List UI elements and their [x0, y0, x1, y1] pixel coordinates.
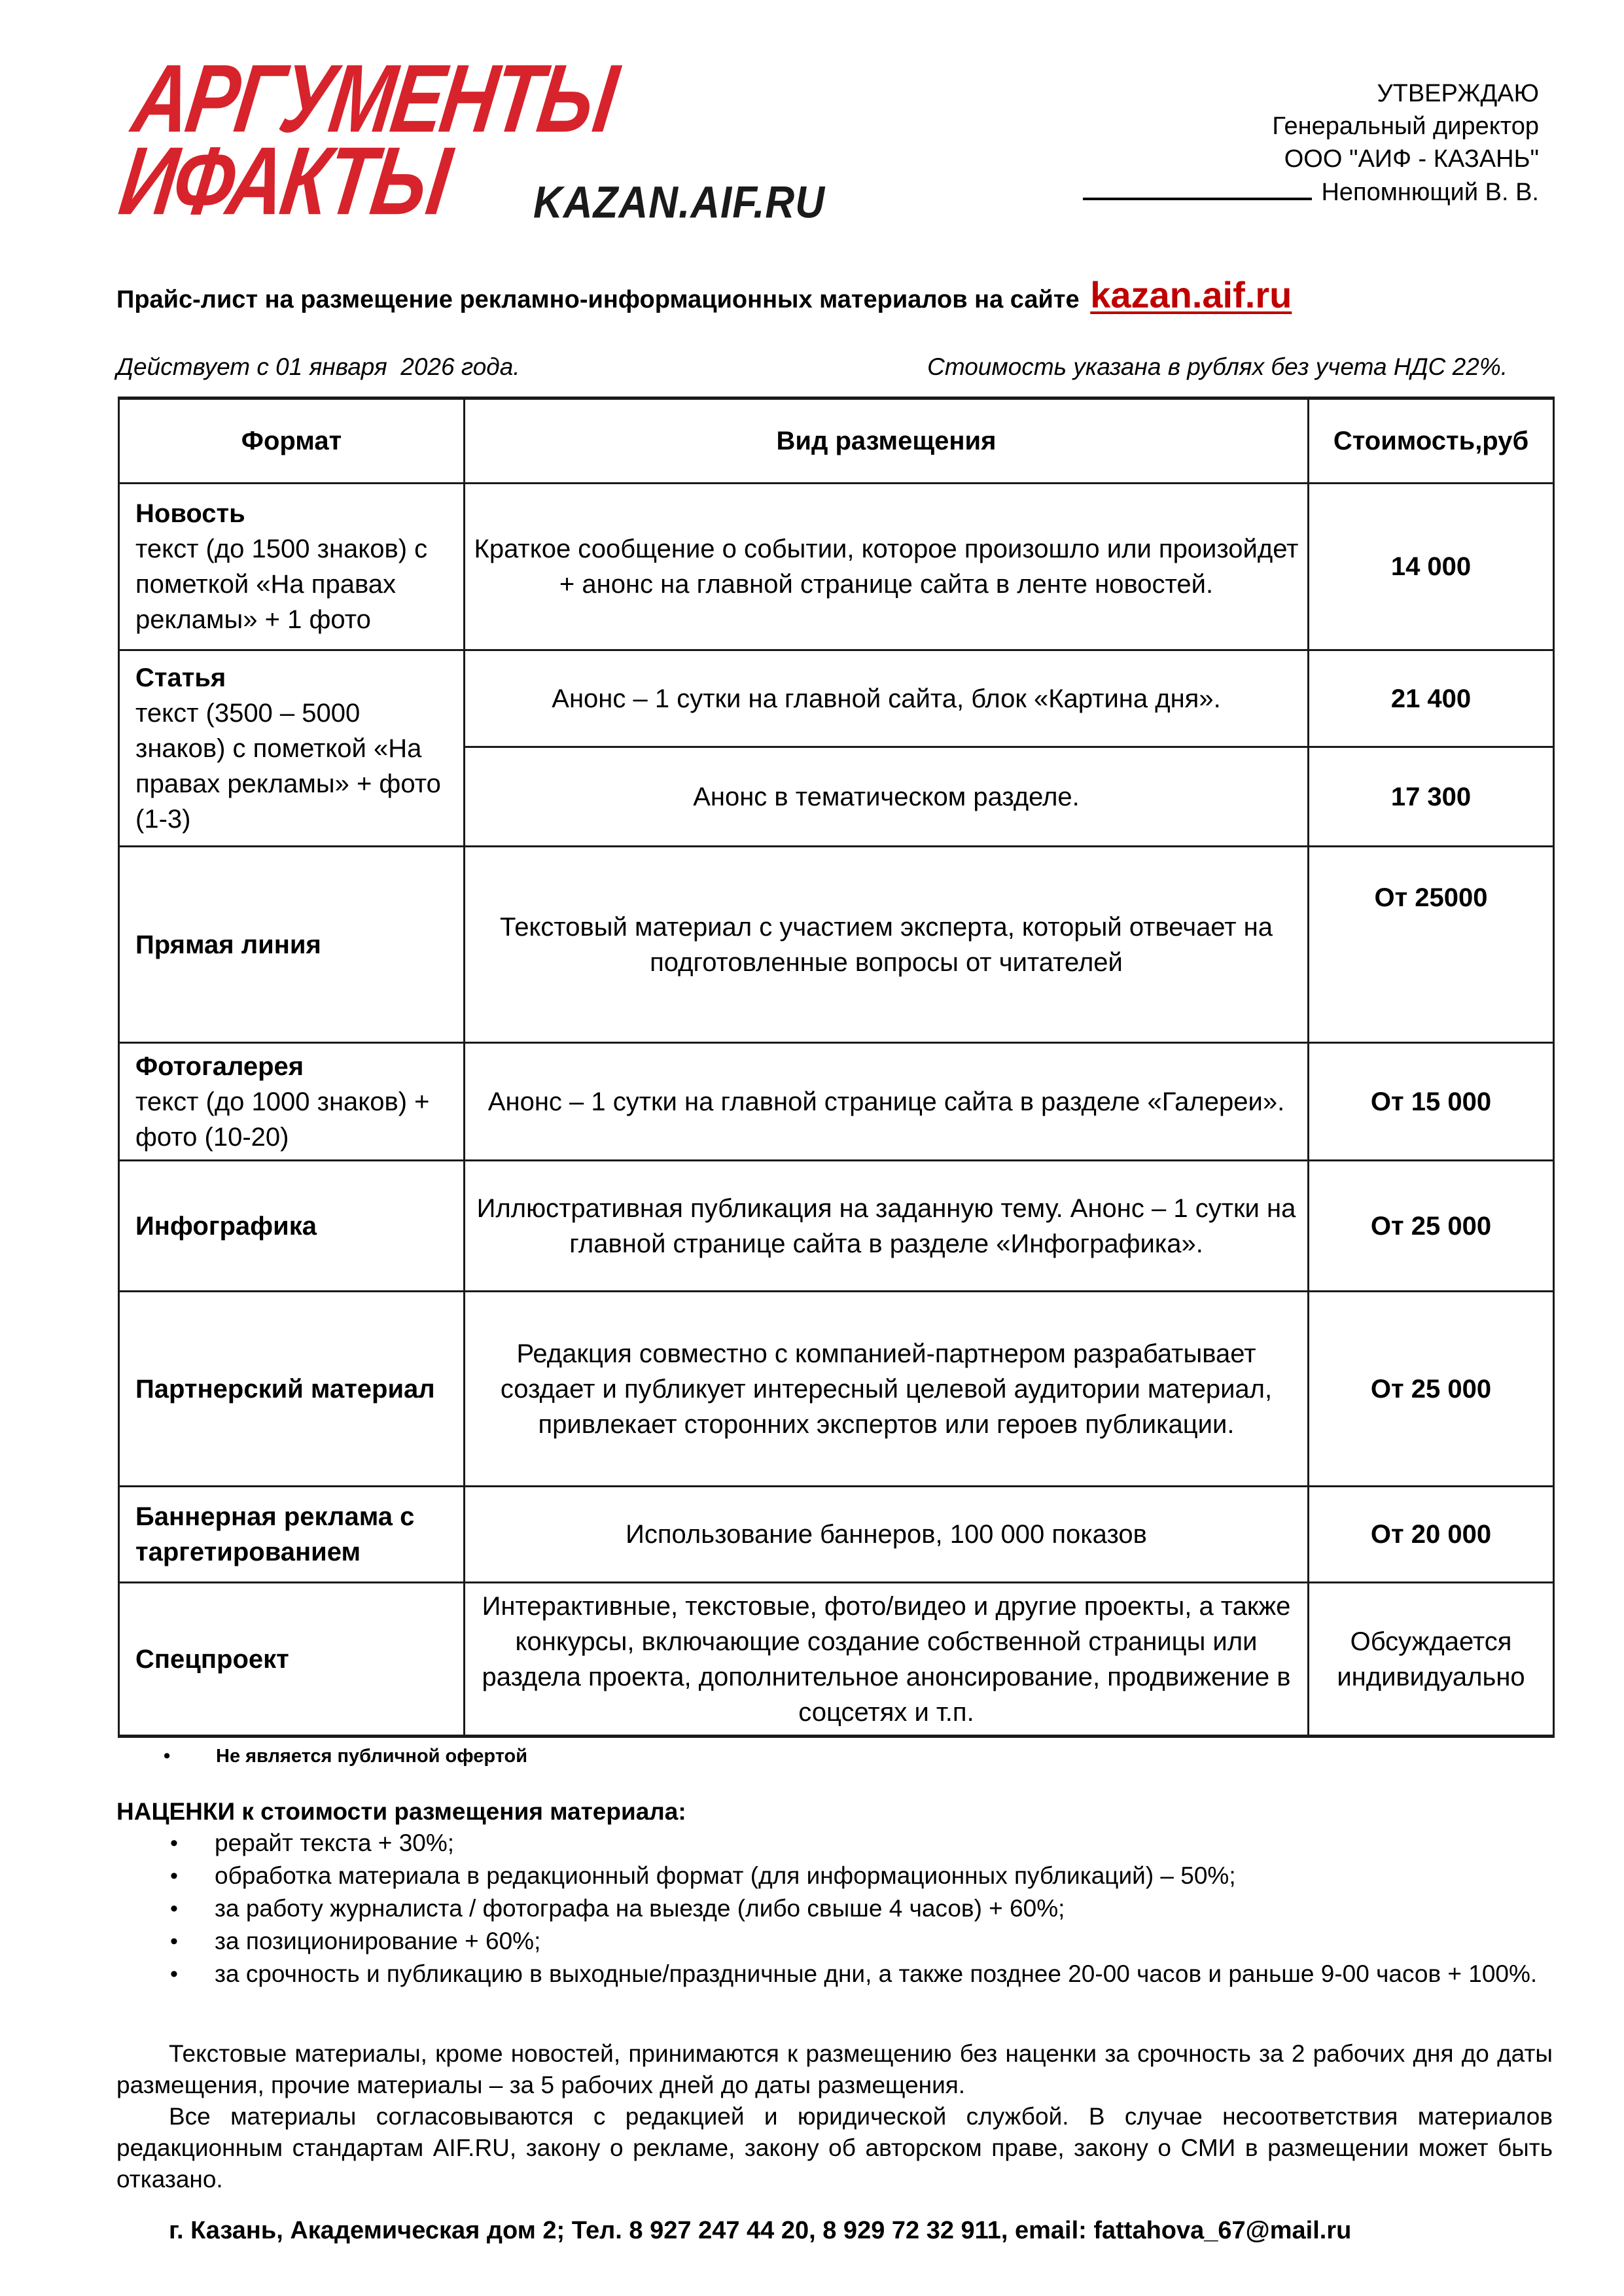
- list-item: • за работу журналиста / фотографа на выезде (либо свыше 4 часов) + 60%;: [116, 1892, 1553, 1925]
- vat-note: Стоимость указана в рублях без учета НДС 22%.: [927, 353, 1508, 380]
- header-price: Стоимость,руб: [1309, 398, 1554, 484]
- approval-company: ООО "АИФ - КАЗАНЬ": [1284, 145, 1539, 173]
- list-item: • за позиционирование + 60%;: [116, 1925, 1553, 1958]
- contact-footer: г. Казань, Академическая дом 2; Тел. 8 927 247 44 20, 8 929 72 32 911, email: fattahova_67@mail.ru: [169, 2217, 1352, 2244]
- page-title: [116, 274, 1292, 316]
- description-cell: Анонс в тематическом разделе.: [465, 747, 1309, 847]
- format-title: Инфографика: [135, 1211, 317, 1241]
- price-cell: Обсуждается индивидуально: [1309, 1583, 1554, 1737]
- price-cell: От 20 000: [1309, 1487, 1554, 1583]
- approval-signature-row: [1083, 175, 1539, 209]
- list-item: • за срочность и публикацию в выходные/праздничные дни, а также позднее 20-00 часов и раньше 9-00 часов + 100%.: [116, 1958, 1553, 1990]
- site-link[interactable]: kazan.aif.ru: [1090, 274, 1292, 315]
- format-cell: [119, 1043, 465, 1161]
- table-header-row: [119, 398, 1554, 484]
- description-cell: Анонс – 1 сутки на главной сайта, блок «Картина дня».: [465, 650, 1309, 747]
- approval-block: [1083, 77, 1539, 209]
- list-item: • рерайт текста + 30%;: [116, 1827, 1553, 1860]
- table-row: [119, 847, 1554, 1043]
- terms-paragraphs: [116, 2038, 1553, 2195]
- signature-line: [1083, 175, 1312, 200]
- format-title: Прямая линия: [135, 930, 321, 959]
- not-public-offer-note: [164, 1746, 527, 1767]
- format-title: Спецпроект: [135, 1644, 289, 1674]
- table-row: [119, 1161, 1554, 1292]
- format-title: Новость: [135, 499, 245, 528]
- price-cell: 17 300: [1309, 747, 1554, 847]
- approval-heading: УТВЕРЖДАЮ: [1377, 80, 1539, 107]
- table-row: [119, 1292, 1554, 1487]
- format-cell: [119, 1292, 465, 1487]
- approval-position: Генеральный директор: [1272, 113, 1539, 140]
- price-cell: 14 000: [1309, 484, 1554, 650]
- header-placement: Вид размещения: [465, 398, 1309, 484]
- logo-line-2: ИФАКТЫ: [113, 127, 455, 236]
- format-subtitle: текст (до 1000 знаков) + фото (10-20): [135, 1087, 430, 1152]
- format-cell: [119, 1161, 465, 1292]
- logo-site: KAZAN.AIF.RU: [533, 178, 825, 228]
- format-subtitle: текст (до 1500 знаков) с пометкой «На правах рекламы» + 1 фото: [135, 535, 428, 634]
- aif-logo: [113, 44, 867, 236]
- format-cell: [119, 847, 465, 1043]
- description-cell: Краткое сообщение о событии, которое произошло или произойдет + анонс на главной странице сайта в ленте новостей.: [465, 484, 1309, 650]
- table-row: [119, 484, 1554, 650]
- terms-paragraph: Текстовые материалы, кроме новостей, принимаются к размещению без наценки за срочность за 2 рабочих дня до даты размещения, прочие материалы – за 5 рабочих дней до даты размещения.: [116, 2040, 1553, 2098]
- price-table: [118, 397, 1555, 1738]
- logo-line-1: АРГУМЕНТЫ: [126, 44, 622, 153]
- surcharges-list: [116, 1827, 1553, 1990]
- description-cell: Текстовый материал с участием эксперта, который отвечает на подготовленные вопросы от читателей: [465, 847, 1309, 1043]
- terms-paragraph: Все материалы согласовываются с редакцией и юридической службой. В случае несоответствия материалов редакционным стандартам AIF.RU, закону о рекламе, закону об авторском праве, закону о СМИ в размещении может быть отказано.: [116, 2103, 1553, 2193]
- description-cell: Редакция совместно с компанией-партнером разрабатывает создает и публикует интересный целевой аудитории материал, привлекает сторонних экспертов или героев публикации.: [465, 1292, 1309, 1487]
- description-cell: Иллюстративная публикация на заданную тему. Анонс – 1 сутки на главной странице сайта в разделе «Инфографика».: [465, 1161, 1309, 1292]
- table-row: [119, 1043, 1554, 1161]
- price-cell: От 25 000: [1309, 1161, 1554, 1292]
- format-title: Партнерский материал: [135, 1374, 435, 1404]
- format-cell: [119, 650, 465, 847]
- header-format: Формат: [119, 398, 465, 484]
- surcharges-title: НАЦЕНКИ к стоимости размещения материала:: [116, 1798, 686, 1825]
- format-cell: [119, 1583, 465, 1737]
- format-cell: [119, 484, 465, 650]
- description-cell: Использование баннеров, 100 000 показов: [465, 1487, 1309, 1583]
- table-row: [119, 1583, 1554, 1737]
- format-subtitle: текст (3500 – 5000 знаков) с пометкой «На правах рекламы» + фото (1-3): [135, 698, 441, 834]
- price-cell: От 25 000: [1309, 1292, 1554, 1487]
- table-row: [119, 1487, 1554, 1583]
- format-cell: [119, 1487, 465, 1583]
- approval-signer: Непомнющий В. В.: [1321, 179, 1539, 206]
- price-cell: От 15 000: [1309, 1043, 1554, 1161]
- table-row: [119, 650, 1554, 747]
- price-cell: От 25000: [1309, 847, 1554, 1043]
- note-text: Не является публичной офертой: [216, 1746, 528, 1767]
- format-title: Фотогалерея: [135, 1051, 304, 1081]
- description-cell: Интерактивные, текстовые, фото/видео и другие проекты, а также конкурсы, включающие создание собственной страницы или раздела проекта, дополнительное анонсирование, продвижение в соцсетях и т.п.: [465, 1583, 1309, 1737]
- page-title-text: Прайс-лист на размещение рекламно-информационных материалов на сайте: [116, 286, 1080, 313]
- format-title: Баннерная реклама с таргетированием: [135, 1502, 415, 1566]
- format-title: Статья: [135, 663, 226, 692]
- price-cell: 21 400: [1309, 650, 1554, 747]
- valid-from: Действует с 01 января 2026 года.: [116, 353, 520, 380]
- list-item: • обработка материала в редакционный формат (для информационных публикаций) – 50%;: [116, 1860, 1553, 1892]
- description-cell: Анонс – 1 сутки на главной странице сайта в разделе «Галереи».: [465, 1043, 1309, 1161]
